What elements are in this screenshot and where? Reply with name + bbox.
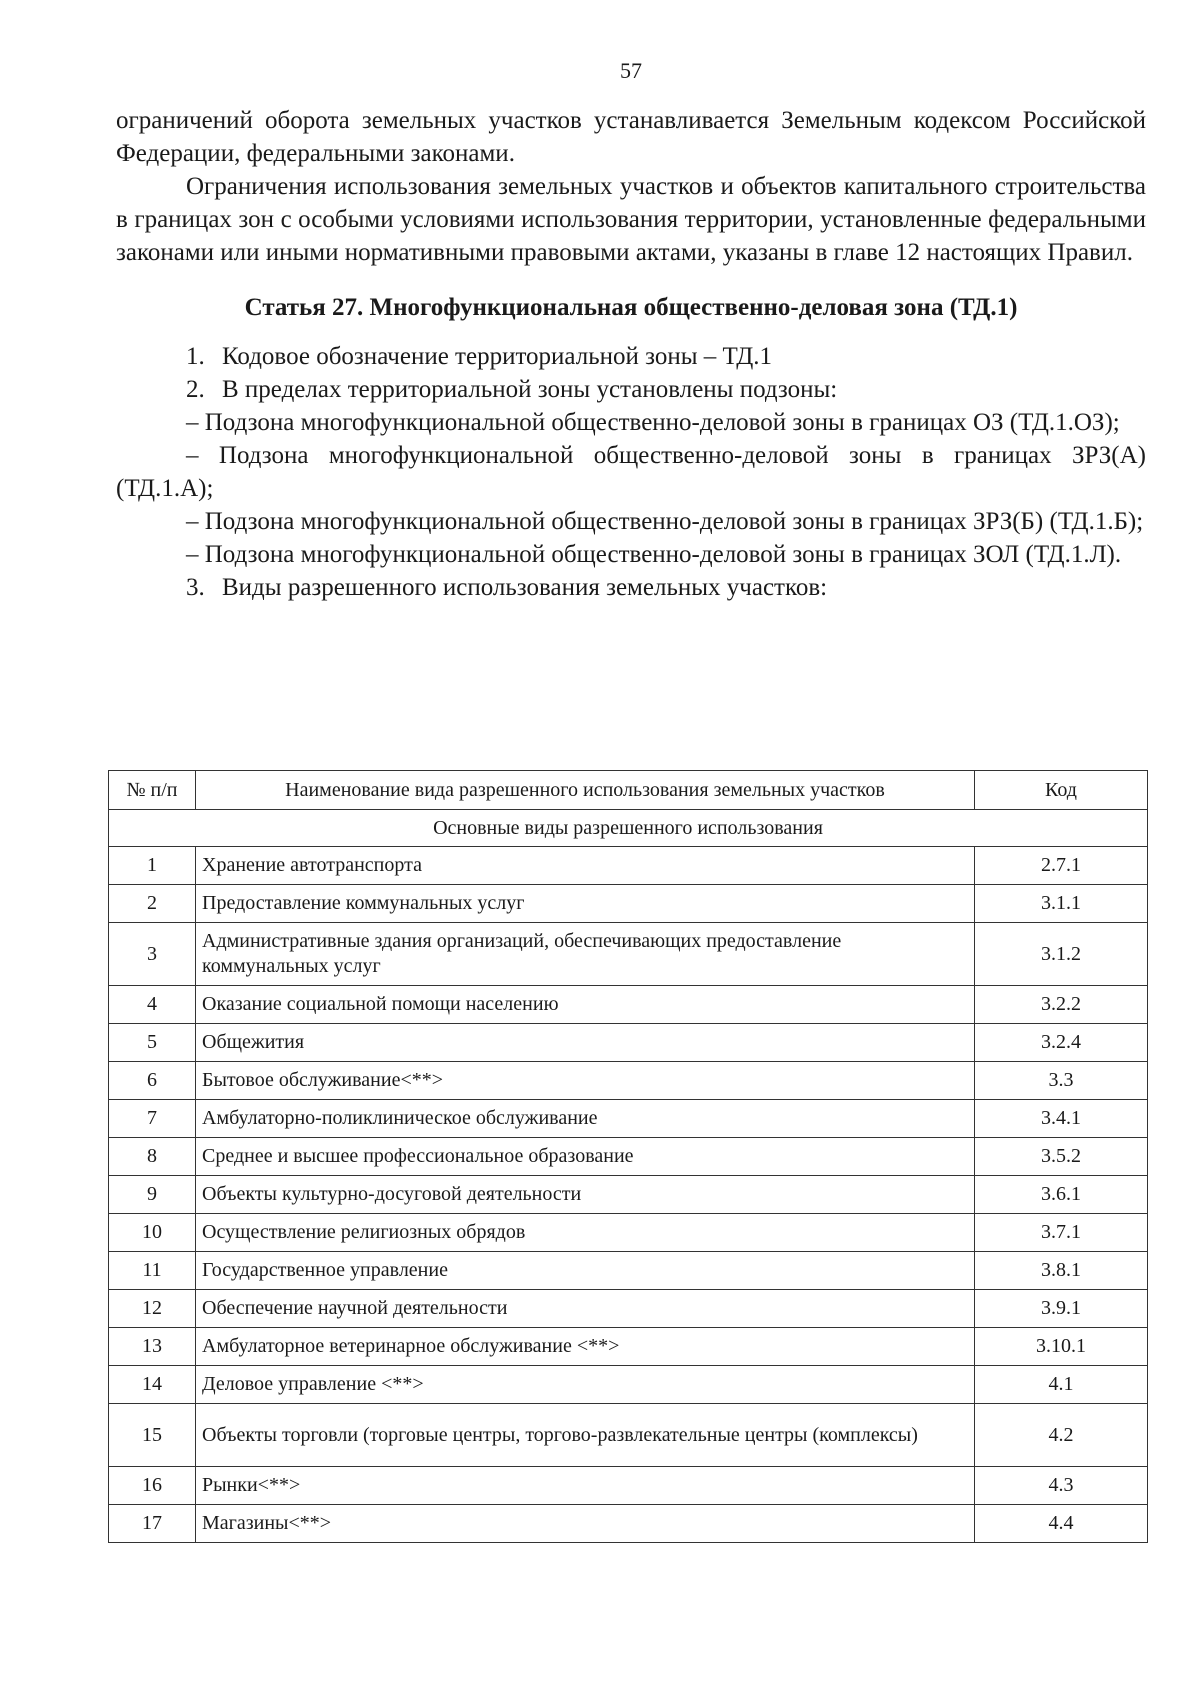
table-row	[109, 1328, 1148, 1366]
row-num: 2	[109, 885, 196, 923]
item-number: 1.	[186, 343, 205, 370]
row-code: 3.8.1	[975, 1252, 1148, 1290]
document-page	[116, 60, 1146, 604]
table-row	[109, 1024, 1148, 1062]
row-name: Амбулаторно-поликлиническое обслуживание	[196, 1100, 975, 1138]
row-num: 3	[109, 923, 196, 986]
row-code: 3.10.1	[975, 1328, 1148, 1366]
row-num: 6	[109, 1062, 196, 1100]
row-num: 13	[109, 1328, 196, 1366]
table-row	[109, 1467, 1148, 1505]
row-code: 3.9.1	[975, 1290, 1148, 1328]
row-num: 9	[109, 1176, 196, 1214]
row-code: 4.4	[975, 1505, 1148, 1543]
table-row	[109, 1214, 1148, 1252]
row-name: Среднее и высшее профессиональное образование	[196, 1138, 975, 1176]
row-num: 17	[109, 1505, 196, 1543]
row-code: 2.7.1	[975, 847, 1148, 885]
subzone-item: – Подзона многофункциональной общественно-деловой зоны в границах ЗРЗ(А) (ТД.1.А);	[116, 442, 1146, 502]
table-row	[109, 1138, 1148, 1176]
row-num: 8	[109, 1138, 196, 1176]
table-row	[109, 1100, 1148, 1138]
article-title: Статья 27. Многофункциональная общественно-деловая зона (ТД.1)	[244, 294, 1018, 321]
table-row	[109, 1404, 1148, 1467]
row-name: Рынки<**>	[196, 1467, 975, 1505]
subzone-item: – Подзона многофункциональной общественно-деловой зоны в границах ЗОЛ (ТД.1.Л).	[186, 541, 1122, 568]
row-name: Осуществление религиозных обрядов	[196, 1214, 975, 1252]
header-code: Код	[975, 771, 1148, 810]
row-num: 15	[109, 1404, 196, 1467]
subzone-item: – Подзона многофункциональной общественно-деловой зоны в границах ОЗ (ТД.1.ОЗ);	[186, 409, 1120, 436]
row-num: 11	[109, 1252, 196, 1290]
paragraph-restrictions-usage: Ограничения использования земельных участков и объектов капитального строительства в границах зон с особыми условиями использования территории, установленные федеральными законами или иными нормативными правовыми актами, указаны в главе 12 настоящих Правил.	[116, 173, 1146, 266]
row-name: Амбулаторное ветеринарное обслуживание <**>	[196, 1328, 975, 1366]
row-code: 3.5.2	[975, 1138, 1148, 1176]
table-row	[109, 885, 1148, 923]
table-row	[109, 1290, 1148, 1328]
row-code: 4.2	[975, 1404, 1148, 1467]
section-row	[109, 810, 1148, 847]
row-code: 3.2.4	[975, 1024, 1148, 1062]
table-header-row	[109, 771, 1148, 810]
table-row	[109, 986, 1148, 1024]
row-name: Административные здания организаций, обеспечивающих предоставление коммунальных услуг	[196, 923, 975, 986]
page-number: 57	[620, 58, 642, 83]
row-code: 3.1.2	[975, 923, 1148, 986]
row-code: 3.4.1	[975, 1100, 1148, 1138]
item-text: Кодовое обозначение территориальной зоны – ТД.1	[222, 343, 773, 370]
table-row	[109, 847, 1148, 885]
table-row	[109, 1176, 1148, 1214]
row-code: 3.3	[975, 1062, 1148, 1100]
table-row	[109, 923, 1148, 986]
row-name: Объекты культурно-досуговой деятельности	[196, 1176, 975, 1214]
row-num: 7	[109, 1100, 196, 1138]
row-num: 1	[109, 847, 196, 885]
header-num: № п/п	[109, 771, 196, 810]
row-num: 4	[109, 986, 196, 1024]
header-name: Наименование вида разрешенного использования земельных участков	[196, 771, 975, 810]
row-code: 3.7.1	[975, 1214, 1148, 1252]
row-name: Оказание социальной помощи населению	[196, 986, 975, 1024]
article-item-1	[116, 340, 1146, 373]
row-num: 10	[109, 1214, 196, 1252]
item-text: В пределах территориальной зоны установлены подзоны:	[222, 376, 838, 403]
row-name: Бытовое обслуживание<**>	[196, 1062, 975, 1100]
row-code: 4.1	[975, 1366, 1148, 1404]
item-number: 2.	[186, 376, 205, 403]
item-number: 3.	[186, 574, 205, 601]
row-code: 4.3	[975, 1467, 1148, 1505]
article-item-2	[116, 373, 1146, 406]
article-item-3	[116, 571, 1146, 604]
table-row	[109, 1505, 1148, 1543]
section-title: Основные виды разрешенного использования	[109, 810, 1148, 847]
row-num: 16	[109, 1467, 196, 1505]
table-row	[109, 1366, 1148, 1404]
table-row	[109, 1062, 1148, 1100]
row-num: 14	[109, 1366, 196, 1404]
row-num: 12	[109, 1290, 196, 1328]
subzone-item: – Подзона многофункциональной общественно-деловой зоны в границах ЗРЗ(Б) (ТД.1.Б);	[186, 508, 1144, 535]
row-name: Хранение автотранспорта	[196, 847, 975, 885]
row-name: Общежития	[196, 1024, 975, 1062]
row-code: 3.2.2	[975, 986, 1148, 1024]
item-text: Виды разрешенного использования земельных участков:	[222, 574, 828, 601]
row-name: Предоставление коммунальных услуг	[196, 885, 975, 923]
row-name: Деловое управление <**>	[196, 1366, 975, 1404]
row-code: 3.1.1	[975, 885, 1148, 923]
row-name: Государственное управление	[196, 1252, 975, 1290]
row-num: 5	[109, 1024, 196, 1062]
paragraph-restrictions-turnover: ограничений оборота земельных участков устанавливается Земельным кодексом Российской Федерации, федеральными законами.	[116, 107, 1146, 167]
row-name: Магазины<**>	[196, 1505, 975, 1543]
row-name: Объекты торговли (торговые центры, торгово-развлекательные центры (комплексы)	[196, 1404, 975, 1467]
permitted-uses-table	[108, 770, 1148, 1543]
row-name: Обеспечение научной деятельности	[196, 1290, 975, 1328]
row-code: 3.6.1	[975, 1176, 1148, 1214]
table-row	[109, 1252, 1148, 1290]
